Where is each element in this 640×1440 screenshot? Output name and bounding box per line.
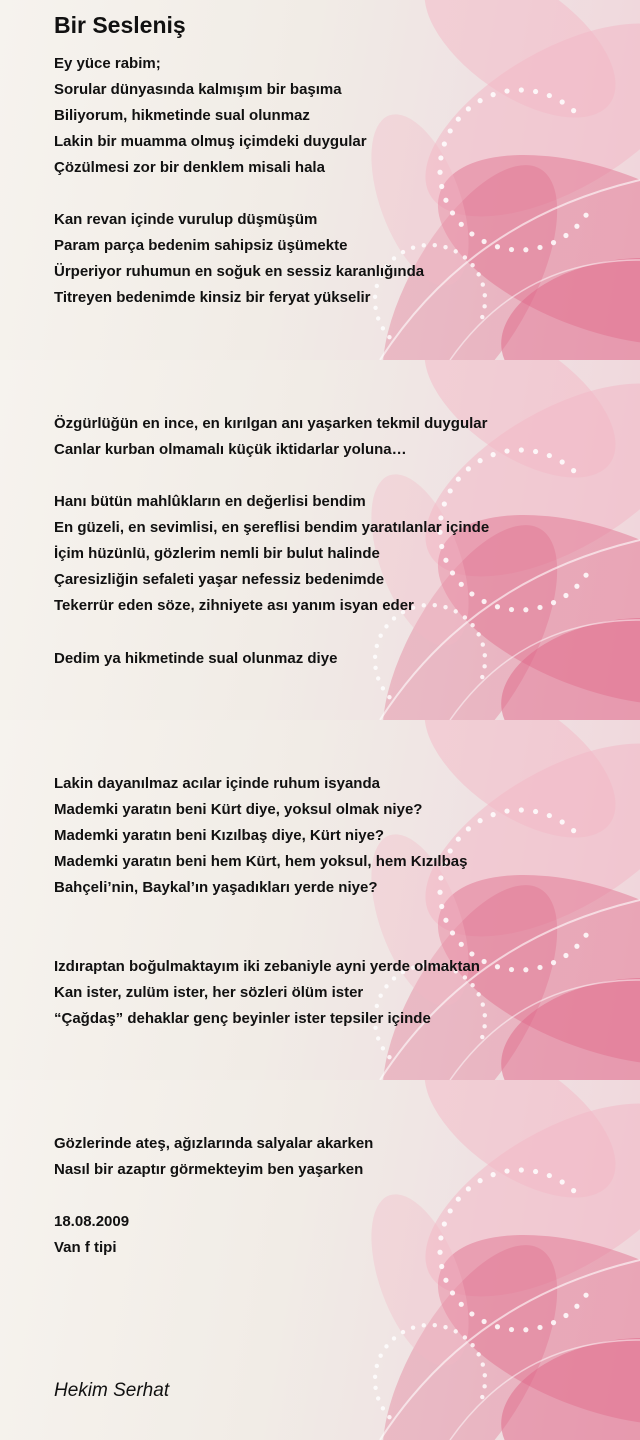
poem-line: Mademki yaratın beni Kızılbaş diye, Kürt niye? bbox=[54, 827, 385, 844]
poem-line: Mademki yaratın beni Kürt diye, yoksul olmak niye? bbox=[54, 801, 423, 818]
poem-line: Çaresizliğin sefaleti yaşar nefessiz bedenimde bbox=[54, 571, 385, 588]
poem-author: Hekim Serhat bbox=[54, 1380, 170, 1401]
poem-line: Kan revan içinde vurulup düşmüşüm bbox=[54, 211, 318, 228]
poem-line: Lakin bir muamma olmuş içimdeki duygular bbox=[54, 133, 367, 150]
poem-line: Bahçeli’nin, Baykal’ın yaşadıkları yerde niye? bbox=[54, 879, 378, 896]
poem-line: Canlar kurban olmamalı küçük iktidarlar yoluna… bbox=[54, 441, 407, 458]
poem-line: Param parça bedenim sahipsiz üşümekte bbox=[54, 237, 348, 254]
poem-line: Biliyorum, hikmetinde sual olunmaz bbox=[54, 107, 310, 124]
poem-line: Lakin dayanılmaz acılar içinde ruhum isyanda bbox=[54, 775, 380, 792]
stanza-2 bbox=[54, 207, 424, 311]
poem-line: Nasıl bir azaptır görmekteyim ben yaşarken bbox=[54, 1161, 364, 1178]
stanza-4 bbox=[54, 489, 489, 619]
poem-line: Dedim ya hikmetinde sual olunmaz diye bbox=[54, 650, 338, 667]
poem-line: İçim hüzünlü, gözlerim nemli bir bulut halinde bbox=[54, 545, 380, 562]
poem-place: Van f tipi bbox=[54, 1239, 117, 1256]
poem-line: Izdıraptan boğulmaktayım iki zebaniyle ayni yerde olmaktan bbox=[54, 958, 480, 975]
poem-line: Kan ister, zulüm ister, her sözleri ölüm ister bbox=[54, 984, 364, 1001]
stanza-3 bbox=[54, 411, 487, 463]
poem-line: Tekerrür eden söze, zihniyete ası yanım isyan eder bbox=[54, 597, 414, 614]
poem-line: Gözlerinde ateş, ağızlarında salyalar akarken bbox=[54, 1135, 374, 1152]
poem-line: “Çağdaş” dehaklar genç beyinler ister tepsiler içinde bbox=[54, 1010, 431, 1027]
stanza-9 bbox=[54, 1209, 129, 1261]
poem-line: Özgürlüğün en ince, en kırılgan anı yaşarken tekmil duygular bbox=[54, 415, 488, 432]
poem-line: Titreyen bedenimde kinsiz bir feryat yükselir bbox=[54, 289, 371, 306]
poem-line: Ey yüce rabim; bbox=[54, 55, 161, 72]
poem-line: Sorular dünyasında kalmışım bir başıma bbox=[54, 81, 342, 98]
poem-date: 18.08.2009 bbox=[54, 1213, 130, 1230]
poem-line: Çözülmesi zor bir denklem misali hala bbox=[54, 159, 325, 176]
stanza-5 bbox=[54, 646, 337, 672]
stanza-7 bbox=[54, 954, 480, 1032]
poem-line: Mademki yaratın beni hem Kürt, hem yoksul, hem Kızılbaş bbox=[54, 853, 468, 870]
poem-title: Bir Sesleniş bbox=[54, 12, 186, 38]
stanza-8 bbox=[54, 1131, 373, 1183]
poem-line: Ürperiyor ruhumun en soğuk en sessiz karanlığında bbox=[54, 263, 425, 280]
stanza-1 bbox=[54, 51, 367, 181]
poem-line: Hanı bütün mahlûkların en değerlisi bendim bbox=[54, 493, 366, 510]
poem-line: En güzeli, en sevimlisi, en şereflisi bendim yaratılanlar içinde bbox=[54, 519, 490, 536]
stanza-6 bbox=[54, 771, 467, 901]
